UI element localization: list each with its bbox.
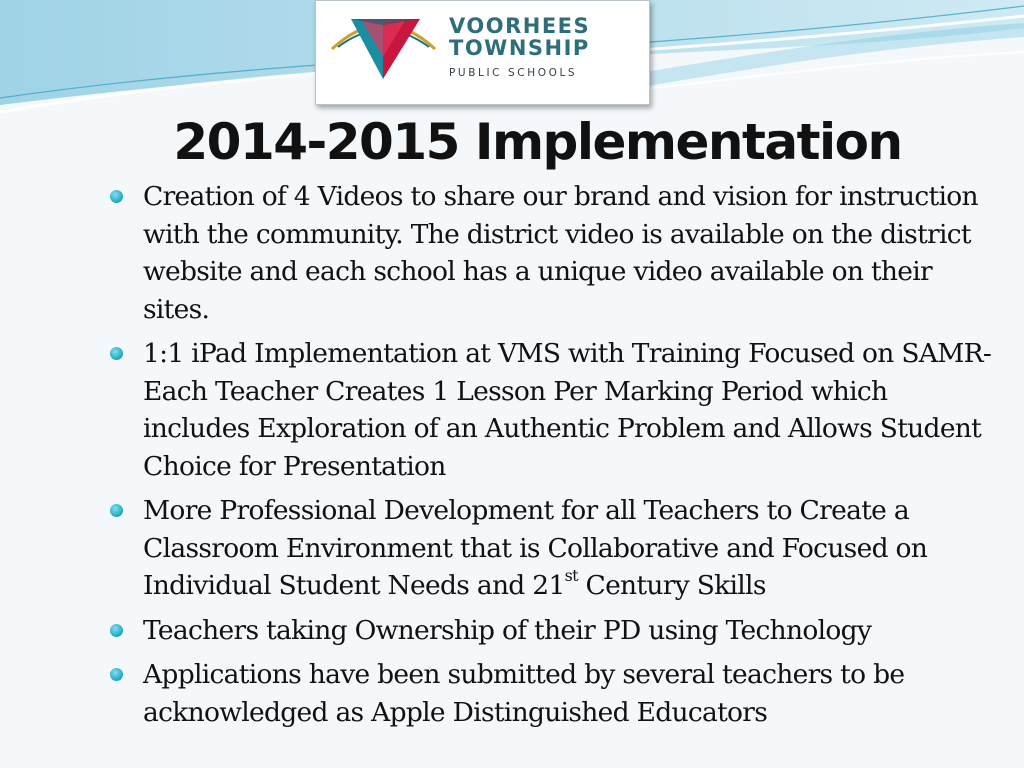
- ordinal-superscript: st: [564, 566, 578, 585]
- logo-line-1: VOORHEES: [449, 14, 591, 38]
- bullet-dot-icon: [110, 347, 123, 360]
- logo-line-2: TOWNSHIP: [449, 36, 590, 60]
- bullet-dot-icon: [110, 190, 123, 203]
- bullet-text-continued: Century Skills: [577, 570, 766, 601]
- bullet-list: [108, 178, 998, 738]
- bullet-text: More Professional Development for all Teachers to Create a Classroom Environment that is Collaborative and Focused on Individual Student Needs and 21: [143, 495, 928, 601]
- slide-title: 2014-2015 Implementation: [173, 113, 902, 171]
- logo-arch-triangle-icon: [326, 9, 441, 84]
- bullet-dot-icon: [110, 504, 123, 517]
- logo-wordmark: [449, 15, 590, 79]
- bullet-item: [108, 656, 998, 731]
- bullet-text: 1:1 iPad Implementation at VMS with Training Focused on SAMR- Each Teacher Creates 1 Lesson Per Marking Period which includes Exploration of an Authentic Problem and Allows Student Choice for Presentation: [143, 338, 992, 482]
- bullet-text: Creation of 4 Videos to share our brand and vision for instruction with the community. The district video is available on the district website and each school has a unique video available on their sites.: [143, 181, 978, 325]
- bullet-item: [108, 178, 998, 328]
- bullet-dot-icon: [110, 624, 123, 637]
- bullet-item: [108, 335, 998, 485]
- bullet-item: [108, 492, 998, 605]
- bullet-text: Teachers taking Ownership of their PD using Technology: [143, 614, 872, 646]
- district-logo: [315, 0, 650, 105]
- bullet-dot-icon: [110, 668, 123, 681]
- logo-line-3: PUBLIC SCHOOLS: [449, 67, 578, 79]
- bullet-item: [108, 612, 998, 650]
- bullet-text: Applications have been submitted by several teachers to be acknowledged as Apple Distinguished Educators: [143, 659, 905, 728]
